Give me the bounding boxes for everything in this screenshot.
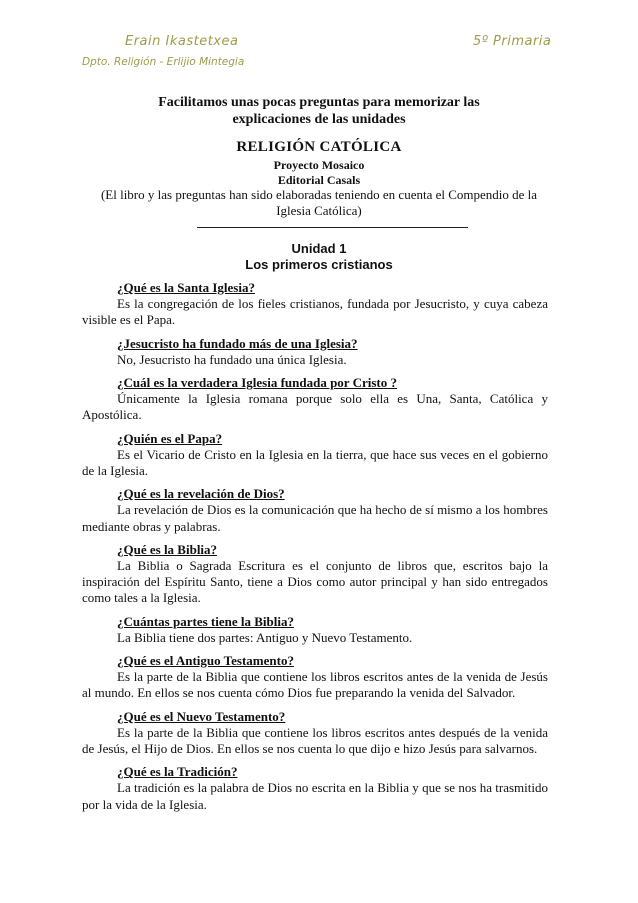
answer: Es la parte de la Biblia que contiene los libros escritos antes de la venida de Jesús al mundo. En ellos se nos cuenta cómo Dios fue preparando la venida del Salvador. [82,669,548,701]
qa-item [82,614,548,646]
book-publisher: Editorial Casals [277,173,361,187]
qa-item [82,764,548,813]
qa-item [82,375,548,424]
qa-item [82,431,548,480]
question: ¿Qué es la Biblia? [117,541,218,557]
question: ¿Cuál es la verdadera Iglesia fundada por Cristo ? [117,375,397,391]
intro-line-1: Facilitamos unas pocas preguntas para memorizar las [158,95,480,110]
answer: No, Jesucristo ha fundado una única Iglesia. [117,351,347,367]
question: ¿Qué es la Santa Iglesia? [117,280,255,295]
qa-item [82,653,548,702]
answer: La revelación de Dios es la comunicación que ha hecho de sí mismo a los hombres mediante obras y palabras. [82,502,548,534]
answer: Es el Vicario de Cristo en la Iglesia en la tierra, que hace sus veces en el gobierno de la Iglesia. [82,446,548,479]
qa-list [82,280,548,820]
header-grade: 5º Primaria [473,34,552,49]
book-title: RELIGIÓN CATÓLICA [236,139,402,155]
question: ¿Qué es la revelación de Dios? [117,486,285,502]
unit-number: Unidad 1 [291,241,347,256]
qa-item [82,709,548,758]
answer: La tradición es la palabra de Dios no escrita en la Biblia y que se nos ha trasmitido por la vida de la Iglesia. [82,780,548,812]
question: ¿Qué es el Nuevo Testamento? [117,708,286,724]
intro-text [82,94,556,128]
book-project: Proyecto Mosaico [273,158,365,172]
question: ¿Quién es el Papa? [117,430,223,446]
qa-item [82,486,548,535]
separator-rule [197,227,468,228]
answer: Es la parte de la Biblia que contiene los libros escritos antes después de la venida de Jesús, el Hijo de Dios. En ellos se nos cuenta lo que dijo e hizo Jesús para salvarnos. [82,724,548,757]
question: ¿Jesucristo ha fundado más de una Iglesia? [117,335,358,351]
book-note: (El libro y las preguntas han sido elaboradas teniendo en cuenta el Compendio de la Iglesia Católica) [100,187,538,218]
answer: La Biblia tiene dos partes: Antiguo y Nuevo Testamento. [117,629,413,645]
unit-title: Los primeros cristianos [245,257,393,272]
answer: La Biblia o Sagrada Escritura es el conjunto de libros que, escritos bajo la inspiración del Espíritu Santo, tiene a Dios como autor principal y han sido entregados como tales a la Iglesia. [82,558,548,606]
header-department: Dpto. Religión - Erlijio Mintegia [82,56,245,68]
header-school: Erain Ikastetxea [125,34,239,49]
question: ¿Cuántas partes tiene la Biblia? [117,613,294,629]
question: ¿Qué es el Antiguo Testamento? [117,653,294,669]
intro-line-2: explicaciones de las unidades [232,112,406,127]
qa-item [82,280,548,329]
qa-item [82,336,548,368]
answer: Únicamente la Iglesia romana porque solo ella es Una, Santa, Católica y Apostólica. [82,391,548,423]
qa-item [82,542,548,607]
answer: Es la congregación de los fieles cristianos, fundada por Jesucristo, y cuya cabeza visible es el Papa. [82,296,548,328]
question: ¿Qué es la Tradición? [117,764,238,780]
